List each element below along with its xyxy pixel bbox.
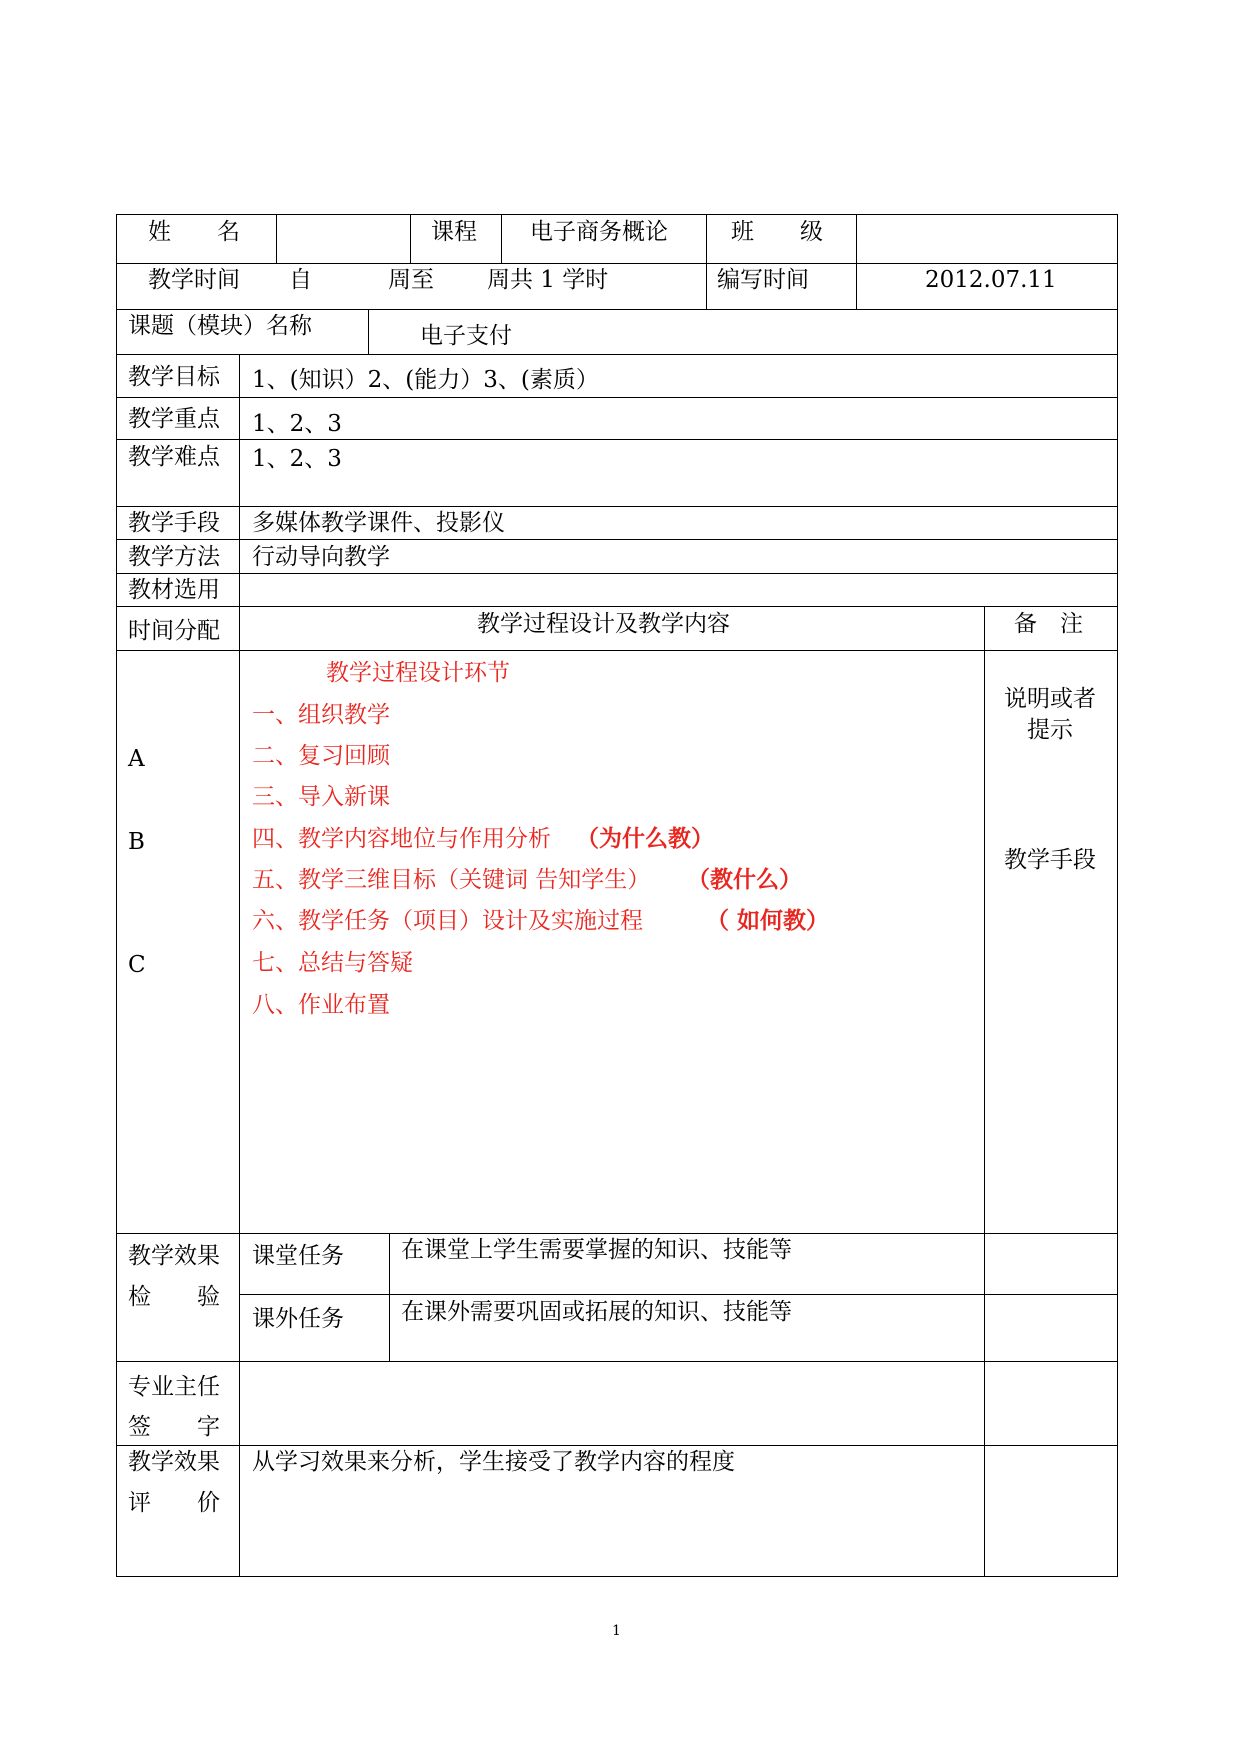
objective-label: 教学目标 xyxy=(128,364,220,390)
objective-value: 1、(知识）2、(能力）3、(素质） xyxy=(252,367,599,393)
process-step: 四、教学内容地位与作用分析 xyxy=(252,826,551,852)
means-label: 教学手段 xyxy=(128,510,220,536)
table-rule xyxy=(501,214,502,263)
in-class-task-label: 课堂任务 xyxy=(252,1243,344,1269)
process-title: 教学过程设计环节 xyxy=(326,660,510,686)
class-label: 班 级 xyxy=(731,219,823,245)
remark-header: 备 注 xyxy=(1014,611,1083,637)
time-mark-a: A xyxy=(128,746,145,772)
process-step: 六、教学任务（项目）设计及实施过程 xyxy=(252,908,643,934)
method-value: 行动导向教学 xyxy=(252,544,390,570)
signature-label-line2: 签 字 xyxy=(128,1414,220,1440)
table-rule xyxy=(984,606,985,1577)
table-rule xyxy=(276,214,277,263)
course-value: 电子商务概论 xyxy=(530,219,668,245)
table-rule xyxy=(116,439,1118,440)
evaluation-value: 从学习效果来分析，学生接受了教学内容的程度 xyxy=(252,1449,735,1475)
table-rule xyxy=(368,309,369,354)
process-step: 一、组织教学 xyxy=(252,702,390,728)
remark-note-line1: 说明或者 xyxy=(1004,686,1096,712)
focus-label: 教学重点 xyxy=(128,406,220,432)
remark-means: 教学手段 xyxy=(1004,847,1096,873)
process-step: 五、教学三维目标（关键词 告知学生） xyxy=(252,867,651,893)
table-rule xyxy=(239,1294,1118,1295)
material-label: 教材选用 xyxy=(128,577,220,603)
table-rule xyxy=(389,1233,390,1361)
table-border-right xyxy=(1117,214,1118,1577)
method-label: 教学方法 xyxy=(128,544,220,570)
table-rule xyxy=(116,606,1118,607)
table-rule xyxy=(116,1361,1118,1362)
evaluation-label-line1: 教学效果 xyxy=(128,1449,220,1475)
table-rule xyxy=(116,263,1118,264)
process-step: 七、总结与答疑 xyxy=(252,950,413,976)
focus-value: 1、2、3 xyxy=(252,411,342,437)
table-rule xyxy=(116,354,1118,355)
process-step-emphasis: （ 如何教） xyxy=(706,907,830,934)
after-class-task-label: 课外任务 xyxy=(252,1306,344,1332)
teaching-time-label: 教学时间 xyxy=(148,267,240,293)
table-rule xyxy=(116,650,1118,651)
table-rule xyxy=(116,1233,1118,1234)
table-rule xyxy=(116,539,1118,540)
signature-label-line1: 专业主任 xyxy=(128,1374,220,1400)
evaluation-label-line2: 评 价 xyxy=(128,1490,220,1516)
table-border-bottom xyxy=(116,1576,1118,1577)
written-time-value: 2012.07.11 xyxy=(925,267,1057,293)
page-number: 1 xyxy=(612,1623,621,1639)
time-mark-c: C xyxy=(128,952,146,978)
remark-note-line2: 提示 xyxy=(1027,717,1073,743)
difficulty-value: 1、2、3 xyxy=(252,446,342,472)
teaching-time-total: 周共 1 学时 xyxy=(487,267,609,293)
table-rule xyxy=(116,506,1118,507)
table-border-top xyxy=(116,214,1118,215)
difficulty-label: 教学难点 xyxy=(128,444,220,470)
topic-label: 课题（模块）名称 xyxy=(128,313,312,339)
teaching-time-from: 自 xyxy=(289,267,312,293)
effect-label-line2: 检 验 xyxy=(128,1284,220,1310)
process-step: 八、作业布置 xyxy=(252,992,390,1018)
table-rule xyxy=(116,397,1118,398)
after-class-task-value: 在课外需要巩固或拓展的知识、技能等 xyxy=(401,1299,792,1325)
effect-label-line1: 教学效果 xyxy=(128,1243,220,1269)
written-time-label: 编写时间 xyxy=(717,267,809,293)
teaching-time-to: 周至 xyxy=(388,267,434,293)
process-step-emphasis: （为什么教） xyxy=(576,825,714,852)
table-rule xyxy=(856,214,857,309)
time-allocation-label: 时间分配 xyxy=(128,618,220,644)
content-header: 教学过程设计及教学内容 xyxy=(477,611,730,637)
process-step-emphasis: （教什么） xyxy=(687,866,802,893)
process-step: 二、复习回顾 xyxy=(252,743,390,769)
process-step: 三、导入新课 xyxy=(252,784,390,810)
in-class-task-value: 在课堂上学生需要掌握的知识、技能等 xyxy=(401,1237,792,1263)
table-rule xyxy=(116,573,1118,574)
time-mark-b: B xyxy=(128,829,145,855)
table-rule xyxy=(116,309,1118,310)
table-rule xyxy=(706,214,707,309)
table-border-left xyxy=(116,214,117,1577)
name-label: 姓 名 xyxy=(148,219,240,245)
table-rule xyxy=(116,1445,1118,1446)
table-rule xyxy=(239,354,240,1577)
topic-value: 电子支付 xyxy=(420,323,512,349)
means-value: 多媒体教学课件、投影仪 xyxy=(252,510,505,536)
table-rule xyxy=(410,214,411,263)
course-label: 课程 xyxy=(431,219,477,245)
